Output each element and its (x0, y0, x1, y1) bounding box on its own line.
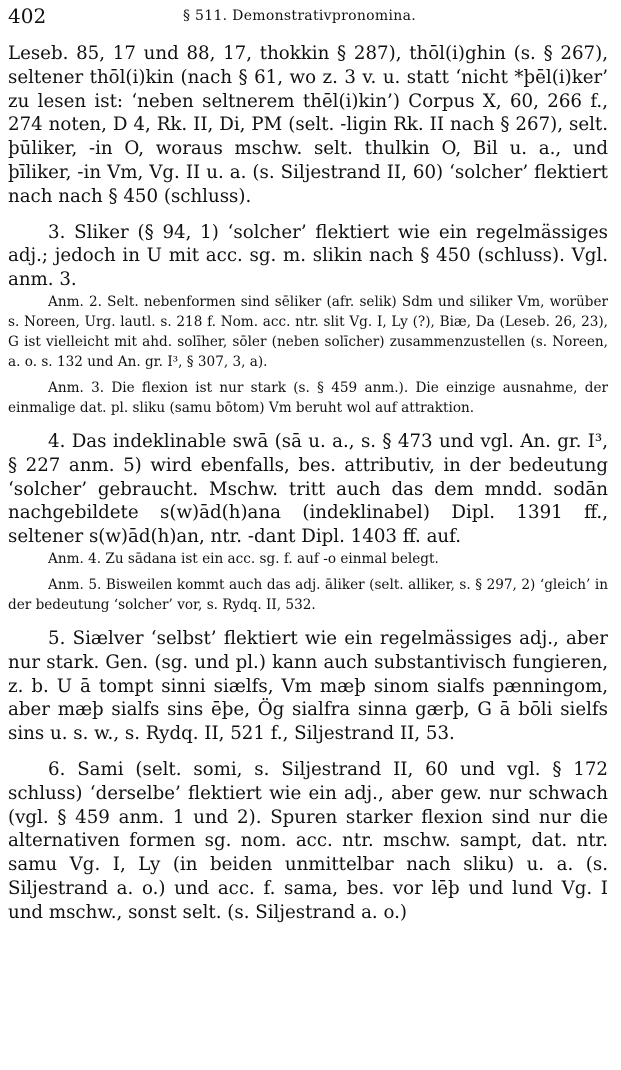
running-title: § 511. Demonstrativpronomina. (183, 8, 416, 24)
note-anm-4: Anm. 4. Zu sādana ist ein acc. sg. f. auf -o einmal belegt. (48, 550, 439, 567)
paragraph-continuation: Leseb. 85, 17 und 88, 17, thokkin § 287), thōl(i)ghin (s. § 267), seltener thōl(i)kin (nach § 61, wo z. 3 v. u. statt ‘nicht *þēl(i)ker’ zu lesen ist: ‘neben seltnerem thēl(i)kin’) Corpus X, 60, 266 f., 274 noten, D 4, Rk. II, Di, PM (selt. -ligin Rk. II nach § 267), selt. þūliker, -in O, woraus mschw. selt. thulkin O, Bil u. a., und þīliker, -in Vm, Vg. II u. a. (s. Siljestrand II, 60) ‘solcher’ flektiert nach nach § 450 (schluss). (8, 43, 608, 207)
note-anm-2: Anm. 2. Selt. nebenformen sind sēliker (afr. selik) Sdm und siliker Vm, worüber s. Noreen, Urg. lautl. s. 218 f. Nom. acc. ntr. slit Vg. I, Ly (?), Biæ, Da (Leseb. 26, 23), G ist vielleicht mit ahd. solīher, sōler (neben solīcher) zusammenzustellen (s. Noreen, a. o. s. 132 und An. gr. I³, § 307, 3, a). (8, 293, 608, 370)
note-anm-3: Anm. 3. Die flexion ist nur stark (s. § 459 anm.). Die einzige ausnahme, der einmalige dat. pl. sliku (samu bōtom) Vm beruht wol auf attraktion. (8, 379, 608, 416)
page-header (8, 4, 608, 28)
paragraph-sialver: 5. Siælver ‘selbst’ flektiert wie ein regelmässiges adj., aber nur stark. Gen. (sg. und pl.) kann auch substantivisch fungieren, z. b. U ā tompt sinni siælfs, Vm mæþ sinom sialfs pænningom, aber mæþ sialfs sins ēþe, Ög sialfra sinna gærþ, G ā bōli sielfs sins u. s. w., s. Rydq. II, 521 f., Siljestrand II, 53. (8, 627, 608, 745)
paragraph-sami: 6. Sami (selt. somi, s. Siljestrand II, 60 und vgl. § 172 schluss) ‘derselbe’ flektiert wie ein adj., aber gew. nur schwach (vgl. § 459 anm. 1 und 2). Spuren starker flexion sind nur die alternativen formen sg. nom. acc. ntr. mschw. sampt, dat. ntr. samu Vg. I, Ly (in beiden unmittelbar nach sliku) u. a. (s. Siljestrand a. o.) und acc. f. sama, bes. vor lēþ und lund Vg. I und mschw., sonst selt. (s. Siljestrand a. o.) (8, 758, 608, 923)
note-anm-5: Anm. 5. Bisweilen kommt auch das adj. āliker (selt. alliker, s. § 297, 2) ‘gleich’ in der bedeutung ‘solcher’ vor, s. Rydq. II, 532. (8, 576, 608, 613)
page-number: 402 (8, 4, 47, 28)
paragraph-sliker: 3. Sliker (§ 94, 1) ‘solcher’ flektiert wie ein regelmässiges adj.; jedoch in U mit acc. sg. m. slikin nach § 450 (schluss). Vgl. anm. 3. (8, 221, 608, 291)
page-body (8, 42, 608, 925)
paragraph-swa: 4. Das indeklinable swā (sā u. a., s. § 473 und vgl. An. gr. I³, § 227 anm. 5) wird ebenfalls, bes. attributiv, in der bedeutung ‘solcher’ gebraucht. Mschw. tritt auch das dem mndd. sodān nachgebildete s(w)ād(h)ana (indeklinabel) Dipl. 1391 ff., seltener s(w)ād(h)an, ntr. -dant Dipl. 1403 ff. auf. (8, 430, 608, 548)
